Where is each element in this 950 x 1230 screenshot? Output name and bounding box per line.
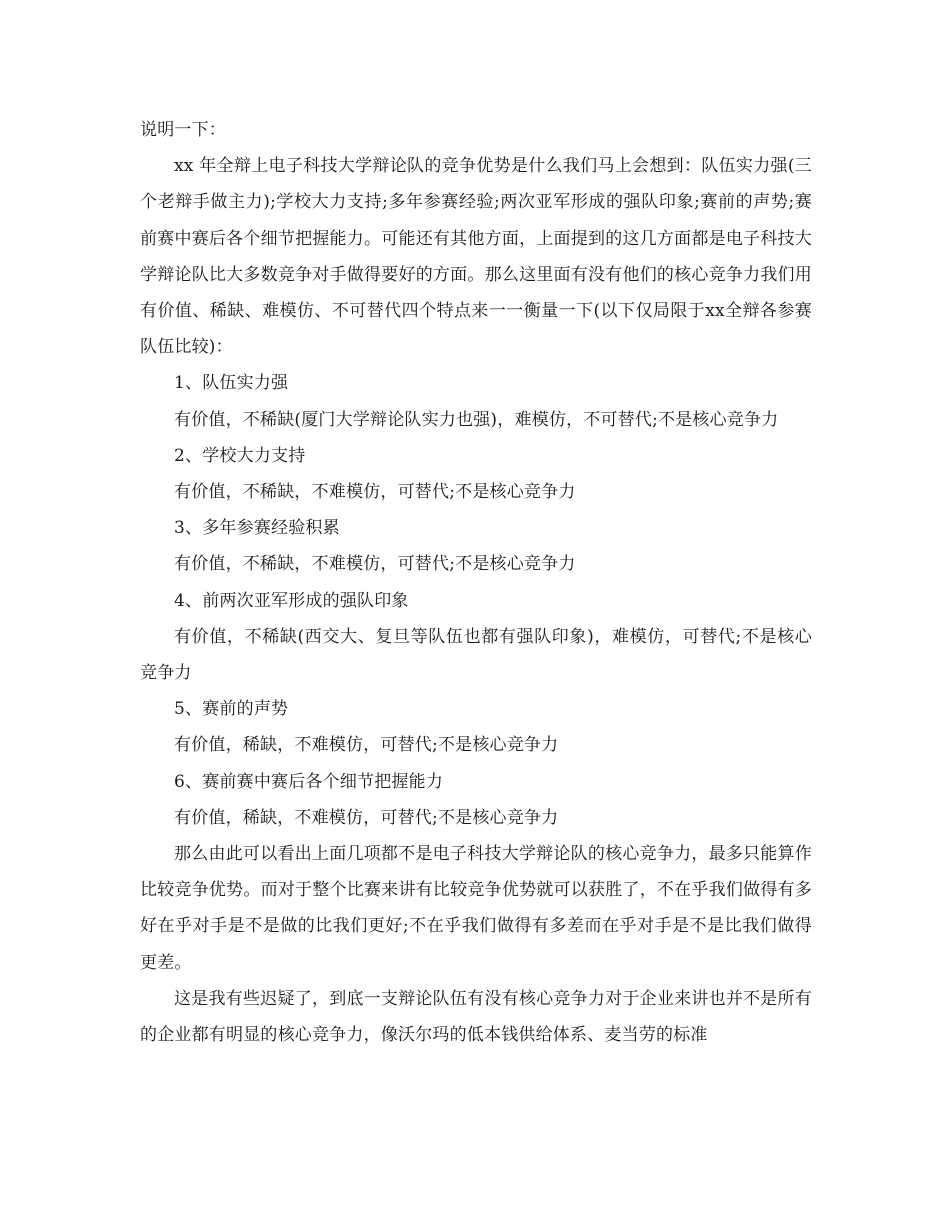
- item-heading-1: 1、队伍实力强: [174, 373, 289, 394]
- item-evaluation-4: 有价值，不稀缺(西交大、复旦等队伍也都有强队印象)，难模仿，可替代;不是核心竞争力: [140, 626, 812, 684]
- item-heading-4: 4、前两次亚军形成的强队印象: [174, 590, 409, 611]
- item-heading-5: 5、赛前的声势: [174, 699, 289, 720]
- item-evaluation-1: 有价值，不稀缺(厦门大学辩论队实力也强)，难模仿，不可替代;不是核心竞争力: [174, 409, 779, 430]
- document-body: [140, 112, 812, 1053]
- item-evaluation-2: 有价值，不稀缺，不难模仿，可替代;不是核心竞争力: [174, 482, 576, 503]
- item-heading-2: 2、学校大力支持: [174, 445, 306, 466]
- paragraph-reflection: 这是我有些迟疑了，到底一支辩论队伍有没有核心竞争力对于企业来讲也并不是所有的企业都有明显的核心竞争力，像沃尔玛的低本钱供给体系、麦当劳的标准: [140, 988, 812, 1046]
- item-evaluation-6: 有价值，稀缺，不难模仿，可替代;不是核心竞争力: [174, 807, 559, 828]
- item-evaluation-5: 有价值，稀缺，不难模仿，可替代;不是核心竞争力: [174, 735, 559, 756]
- paragraph-analysis: xx 年全辩上电子科技大学辩论队的竞争优势是什么我们马上会想到：队伍实力强(三个老辩手做主力);学校大力支持;多年参赛经验;两次亚军形成的强队印象;赛前的声势;赛前赛中赛后各个细节把握能力。可能还有其他方面，上面提到的这几方面都是电子科技大学辩论队比大多数竞争对手做得要好的方面。那么这里面有没有他们的核心竞争力我们用有价值、稀缺、难模仿、不可替代四个特点来一一衡量一下(以下仅局限于xx全辩各参赛队伍比较)：: [140, 156, 812, 358]
- item-evaluation-3: 有价值，不稀缺，不难模仿，可替代;不是核心竞争力: [174, 554, 576, 575]
- item-heading-3: 3、多年参赛经验积累: [174, 518, 340, 539]
- paragraph-intro: 说明一下：: [140, 120, 226, 140]
- item-heading-6: 6、赛前赛中赛后各个细节把握能力: [174, 771, 444, 792]
- paragraph-conclusion: 那么由此可以看出上面几项都不是电子科技大学辩论队的核心竞争力，最多只能算作比较竞争优势。而对于整个比赛来讲有比较竞争优势就可以获胜了，不在乎我们做得有多好在乎对手是不是做的比我们更好;不在乎我们做得有多差而在乎对手是不是比我们做得更差。: [140, 844, 812, 973]
